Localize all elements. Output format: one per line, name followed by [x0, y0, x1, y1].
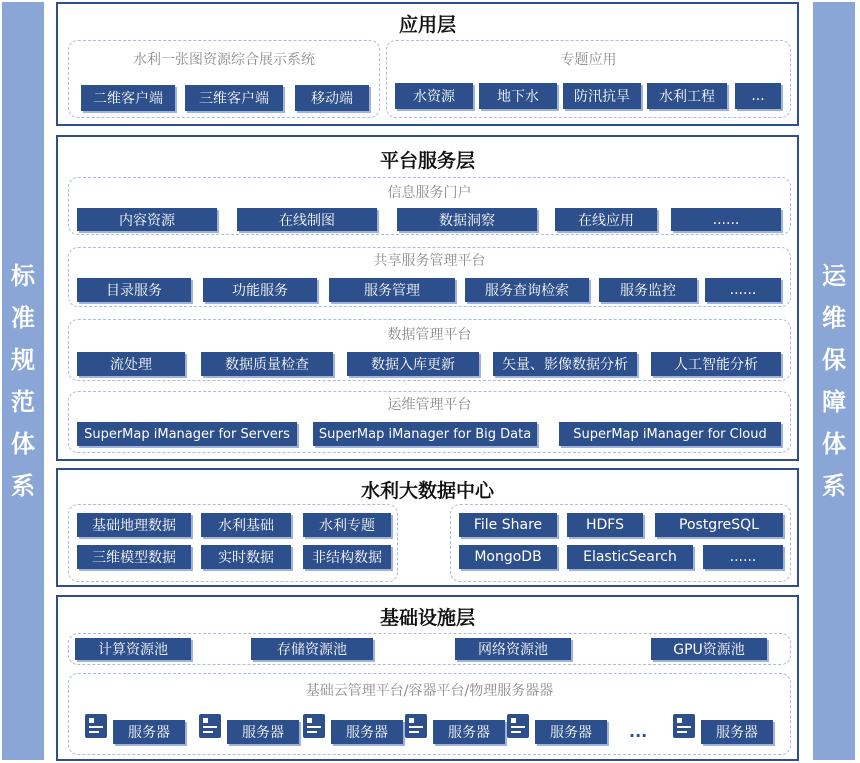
server-box: 服务器 [113, 720, 185, 744]
side-right-char: 障 [822, 388, 846, 416]
side-left-char: 标 [11, 262, 35, 290]
ops-platform-group [68, 391, 791, 453]
data-water-basic: 水利基础 [201, 513, 291, 537]
thematic-app-group [386, 40, 791, 118]
platform-layer [56, 135, 799, 461]
storage-group [450, 504, 791, 582]
portal-more: ...... [671, 208, 781, 231]
online-apps: 在线应用 [555, 208, 657, 231]
server-icon [405, 714, 427, 738]
storage-more: ...... [703, 545, 783, 569]
server-icon [85, 714, 107, 738]
data-center-title: 水利大数据中心 [360, 480, 494, 502]
client-2d: 二维客户端 [81, 85, 175, 111]
side-left-char: 系 [11, 472, 35, 500]
imanager-cloud: SuperMap iManager for Cloud [559, 422, 781, 446]
app-water-engineering: 水利工程 [647, 83, 727, 109]
pool-storage: 存储资源池 [251, 638, 373, 660]
info-portal-title: 信息服务门户 [387, 185, 472, 201]
data-center-layer [56, 468, 799, 587]
storage-fileshare: File Share [459, 513, 557, 537]
storage-mongodb: MongoDB [459, 545, 557, 569]
data-insights: 数据洞察 [397, 208, 537, 231]
side-left-char: 规 [11, 346, 35, 374]
service-search: 服务查询检索 [465, 278, 589, 302]
side-right-char: 系 [822, 472, 846, 500]
data-platform-group [68, 319, 791, 381]
app-layer-title: 应用层 [398, 14, 456, 36]
shared-more: ...... [705, 278, 781, 302]
side-right-char: 保 [822, 346, 846, 374]
server-icon [673, 714, 695, 738]
imanager-servers: SuperMap iManager for Servers [77, 422, 297, 446]
data-quality-check: 数据质量检查 [201, 352, 333, 376]
app-groundwater: 地下水 [479, 83, 557, 109]
storage-hdfs: HDFS [567, 513, 643, 537]
servers-ellipsis: ... [629, 722, 648, 741]
data-unstructured: 非结构数据 [303, 545, 391, 569]
cloud-platform-title: 基础云管理平台/容器平台/物理服务器器 [305, 683, 554, 699]
imanager-bigdata: SuperMap iManager for Big Data [313, 422, 537, 446]
data-ingest-update: 数据入库更新 [347, 352, 479, 376]
catalog-service: 目录服务 [77, 278, 191, 302]
service-management: 服务管理 [329, 278, 455, 302]
content-resources: 内容资源 [77, 208, 217, 231]
server-box: 服务器 [701, 720, 773, 744]
storage-elasticsearch: ElasticSearch [567, 545, 693, 569]
data-realtime: 实时数据 [201, 545, 291, 569]
data-platform-title: 数据管理平台 [387, 327, 472, 343]
server-box: 服务器 [433, 720, 505, 744]
side-right-char: 体 [822, 430, 846, 458]
side-left-char: 体 [11, 430, 35, 458]
server-icon [303, 714, 325, 738]
data-basic-geo: 基础地理数据 [77, 513, 191, 537]
function-service: 功能服务 [203, 278, 317, 302]
side-right-char: 运 [822, 262, 846, 290]
resource-pools-group [68, 633, 791, 665]
shared-platform-title: 共享服务管理平台 [373, 253, 486, 269]
infra-layer [56, 595, 799, 761]
vector-image-analysis: 矢量、影像数据分析 [493, 352, 637, 376]
side-left-char: 准 [11, 304, 35, 332]
data-categories-group [68, 504, 398, 582]
server-icon [199, 714, 221, 738]
ai-analysis: 人工智能分析 [651, 352, 781, 376]
display-system-group [68, 40, 380, 118]
pool-gpu: GPU资源池 [651, 638, 767, 660]
storage-postgresql: PostgreSQL [655, 513, 783, 537]
shared-platform-group [68, 247, 791, 307]
app-water-resources: 水资源 [395, 83, 473, 109]
ops-platform-title: 运维管理平台 [387, 397, 472, 413]
pool-compute: 计算资源池 [75, 638, 191, 660]
stream-processing: 流处理 [77, 352, 185, 376]
side-right-char: 维 [822, 304, 846, 332]
cloud-platform-group [68, 673, 791, 755]
info-portal-group [68, 177, 791, 235]
server-box: 服务器 [331, 720, 403, 744]
app-flood-control: 防汛抗旱 [563, 83, 641, 109]
server-box: 服务器 [227, 720, 299, 744]
client-mobile: 移动端 [295, 85, 369, 111]
app-layer [56, 2, 799, 126]
server-box: 服务器 [535, 720, 607, 744]
standards-system-bar [2, 2, 44, 760]
client-3d: 三维客户端 [185, 85, 283, 111]
infra-layer-title: 基础设施层 [379, 607, 475, 629]
platform-layer-title: 平台服务层 [379, 150, 475, 172]
ops-assurance-bar [813, 2, 855, 760]
display-system-title: 水利一张图资源综合展示系统 [133, 52, 315, 68]
server-icon [507, 714, 529, 738]
thematic-app-title: 专题应用 [560, 52, 617, 68]
side-left-char: 范 [11, 388, 35, 416]
service-monitoring: 服务监控 [599, 278, 697, 302]
data-3d-model: 三维模型数据 [77, 545, 191, 569]
data-water-thematic: 水利专题 [303, 513, 391, 537]
online-mapping: 在线制图 [237, 208, 377, 231]
pool-network: 网络资源池 [455, 638, 571, 660]
app-more: ... [735, 83, 781, 109]
